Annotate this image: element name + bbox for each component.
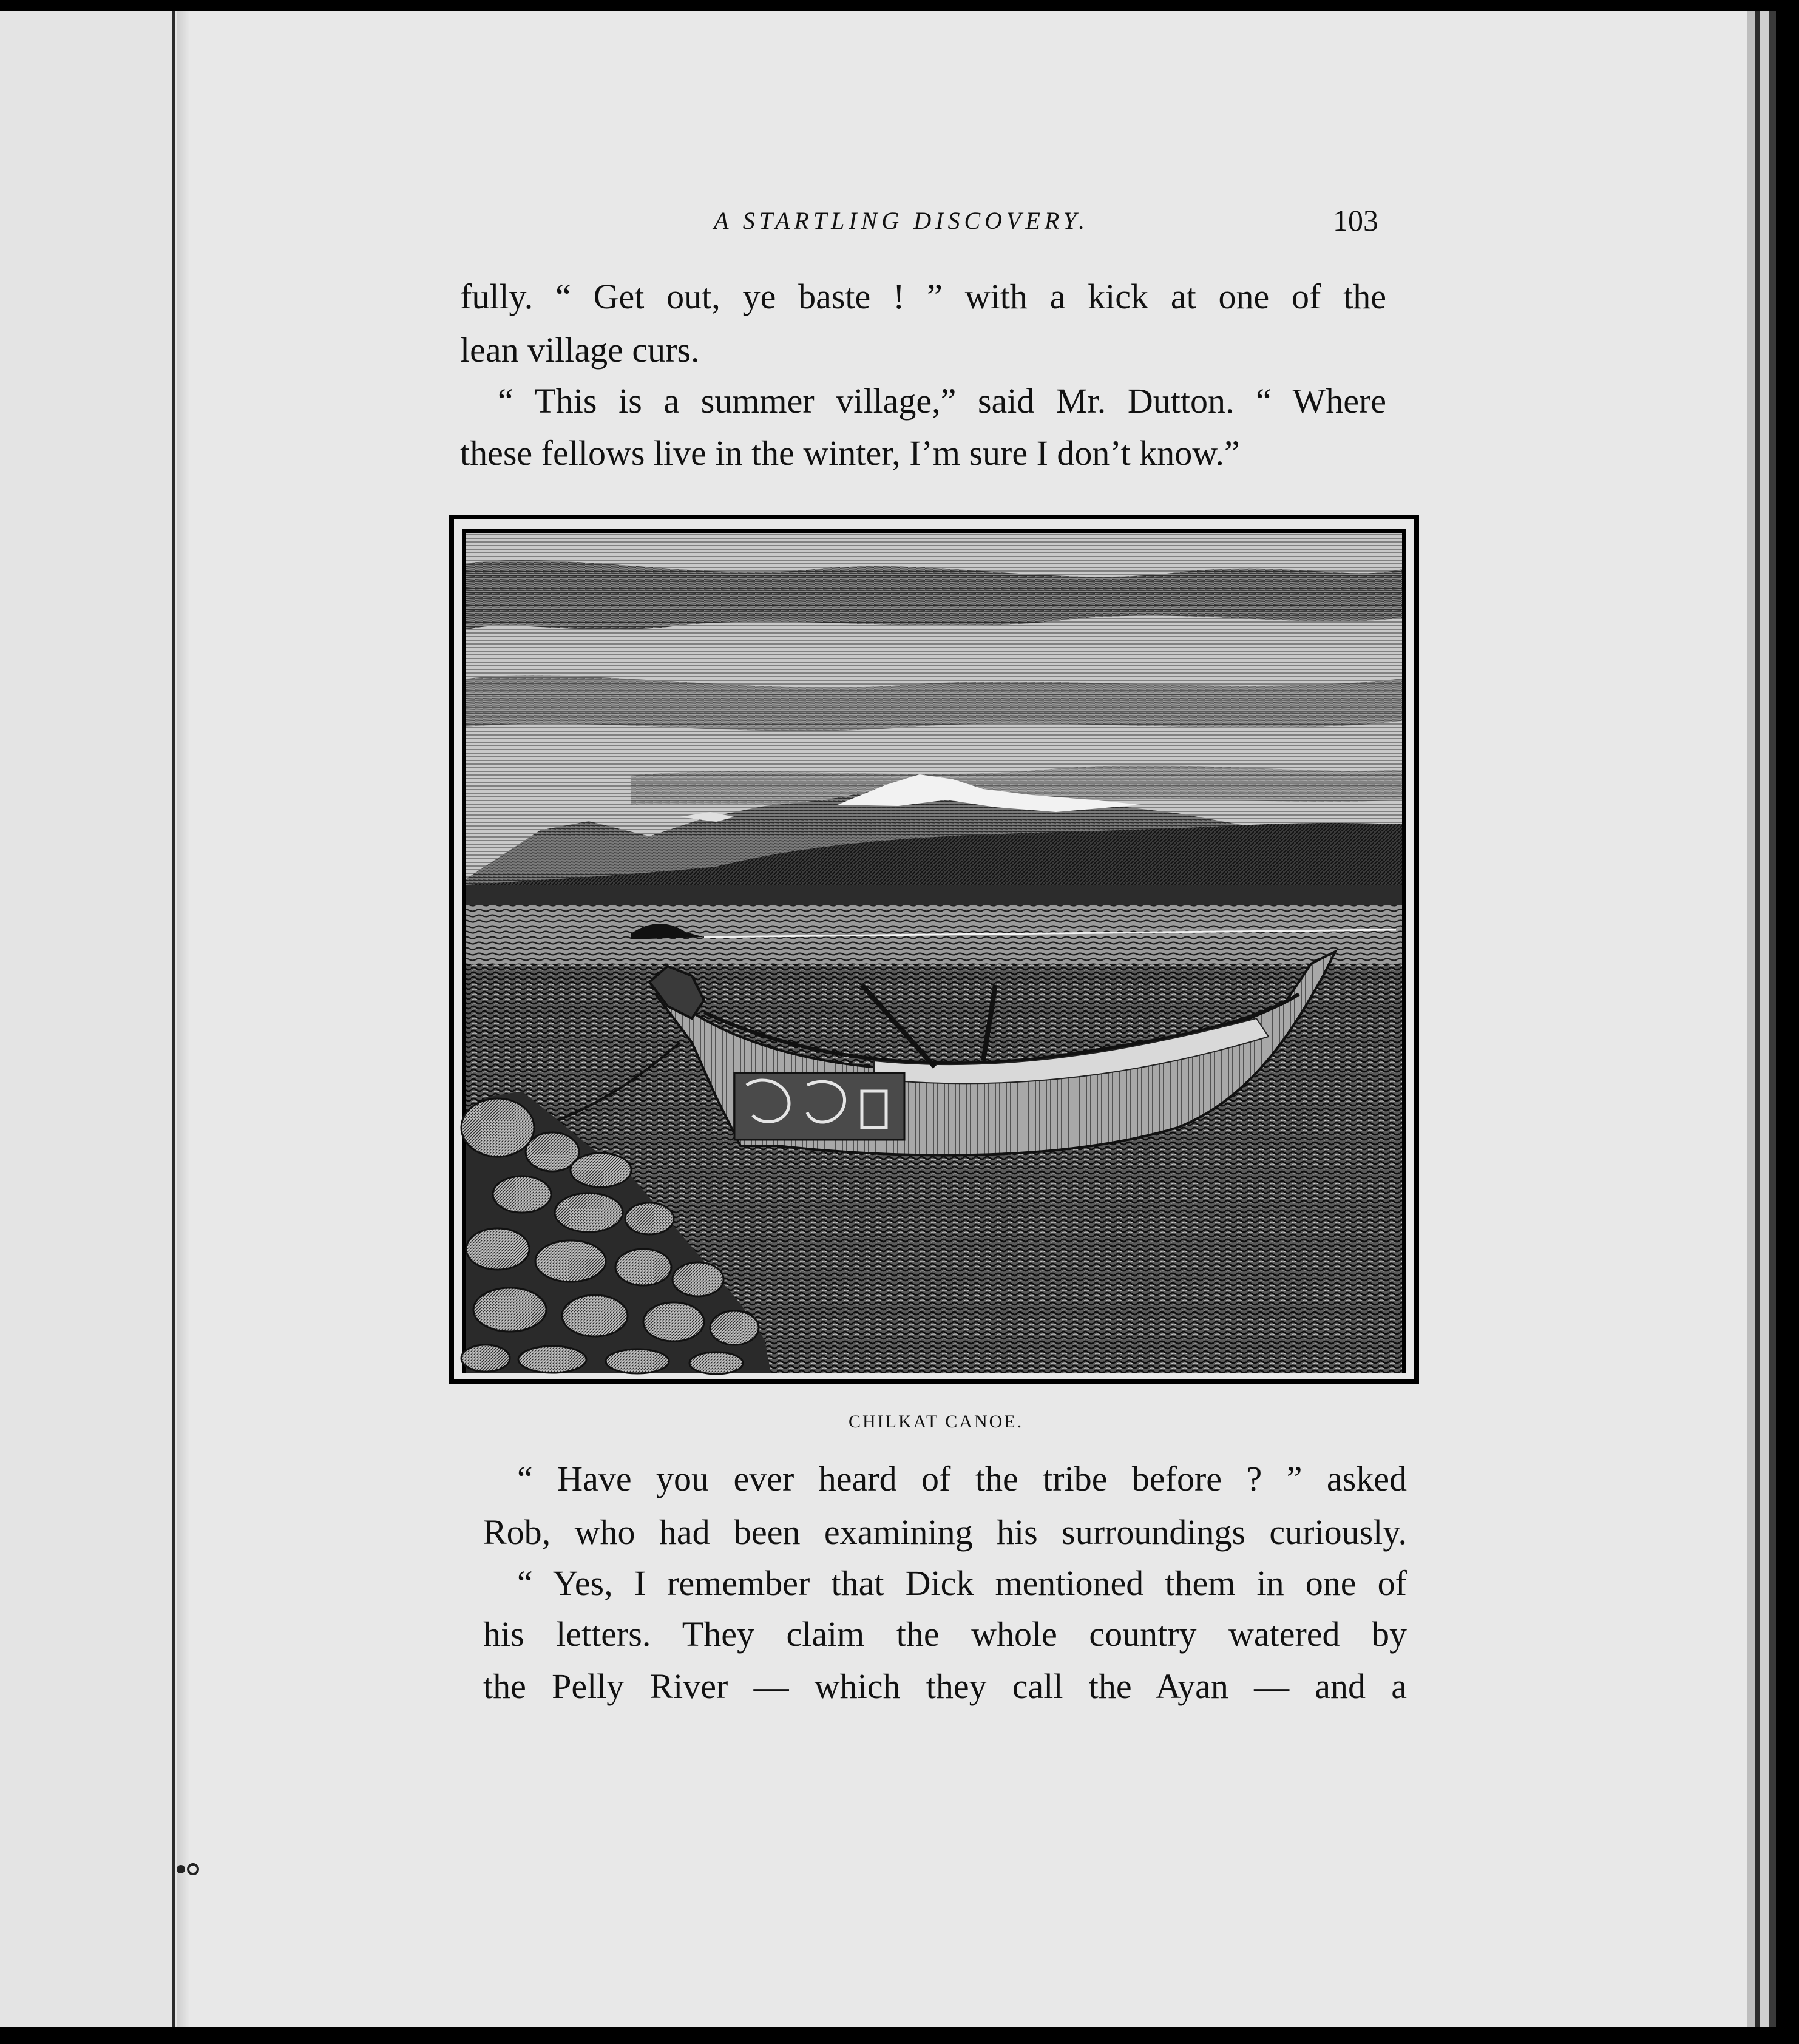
text-line: “ This is a summer village,” said Mr. Dutton. “ Where [498, 381, 1386, 421]
page-edge [1747, 11, 1755, 2027]
text-line: Rob, who had been examining his surroundings curiously. [483, 1512, 1407, 1552]
text-line: these fellows live in the winter, I’m sure I don’t know.” [460, 433, 1240, 473]
gutter-shadow [177, 11, 189, 2027]
page-edge [1755, 11, 1760, 2027]
page-edge [1760, 11, 1769, 2027]
text-line: “ Have you ever heard of the tribe before ? ” asked [517, 1459, 1407, 1498]
figure-caption: CHILKAT CANOE. [849, 1412, 1024, 1432]
left-page-margin [0, 11, 189, 2027]
page-number: 103 [1333, 203, 1378, 237]
text-line: the Pelly River — which they call the Ayan — and a [483, 1667, 1407, 1706]
running-head: A STARTLING DISCOVERY. [714, 207, 1089, 234]
text-line: his letters. They claim the whole country watered by [483, 1614, 1407, 1654]
text-line: “ Yes, I remember that Dick mentioned them in one of [517, 1563, 1407, 1603]
page-edge [1769, 11, 1776, 2027]
gutter-line [172, 11, 175, 2027]
binding-hole-marks [175, 1857, 205, 1881]
text-line: fully. “ Get out, ye baste ! ” with a kick at one of the [460, 277, 1386, 316]
chilkat-canoe-engraving [449, 515, 1419, 1384]
text-line: lean village curs. [460, 330, 700, 370]
